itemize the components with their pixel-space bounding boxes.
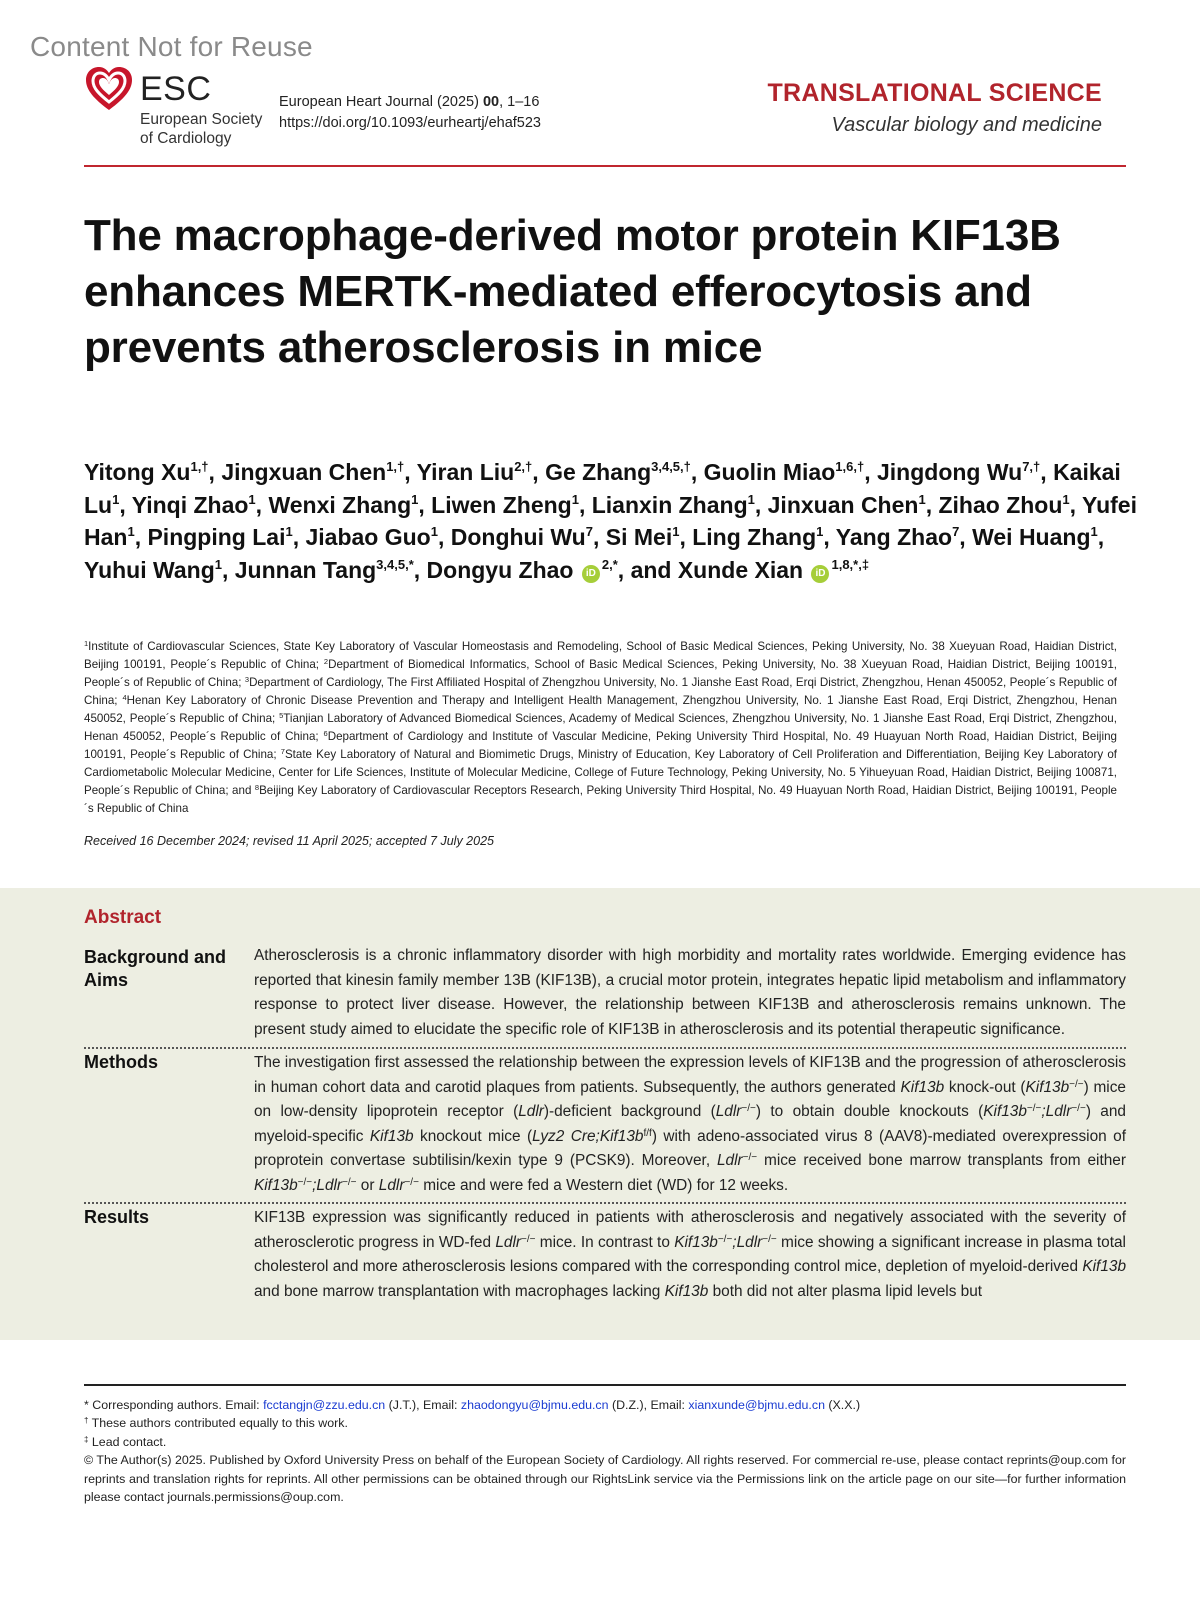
author-name: Si Mei [605,524,673,550]
corresponding-prefix: * Corresponding authors. Email: [84,1398,264,1412]
author-name: Pingping Lai [147,524,286,550]
italic-term: Kif13b [254,1176,298,1194]
journal-volume: 00 [482,94,500,110]
author-name: Jingdong Wu [876,459,1023,485]
author-name: Kaikai Lu [84,459,1121,518]
superscript-text: −/− [742,1152,758,1163]
text-run: mice showing a significant increase in plasma total cholesterol and more atherosclerosis lesions compared with the corresponding control mice, depletion of myeloid-derived [254,1233,1126,1275]
author-affiliation-marks: 1,† [190,459,209,474]
doi-link[interactable]: https://doi.org/10.1093/eurheartj/ehaf523 [279,115,541,131]
email-owner: (D.Z.), Email: [608,1398,689,1412]
text-run: The investigation first assessed the relationship between the expression levels of KIF13B and the progression of atherosclerosis in human cohort data and carotid plaques from patients. Subsequently, the authors generated [254,1054,1126,1096]
text-run: ) to obtain double knockouts ( [755,1103,984,1120]
journal-citation-prefix: European Heart Journal (2025) [279,94,483,110]
abstract-heading: Abstract [84,907,162,928]
watermark-text: Content Not for Reuse [30,31,313,62]
author-name: Donghui Wu [450,524,586,550]
section-label: TRANSLATIONAL SCIENCE [767,79,1102,107]
author-name: Wei Huang [972,524,1091,550]
email-link[interactable]: fcctangjn@zzu.edu.cn [263,1398,386,1412]
double-dagger-symbol: ‡ [84,1434,89,1444]
italic-term: ; [1041,1103,1046,1120]
author-name: Junnan Tang [234,556,377,583]
author-affiliation-marks: 2,* [601,556,618,572]
author-name: Jingxuan Chen [221,459,387,485]
text-run: mice. In contrast to [535,1233,675,1251]
text-run: mice received bone marrow transplants from either [757,1152,1126,1169]
author-name: Yinqi Zhao [131,491,249,518]
author-affiliation-marks: 1 [214,556,222,572]
author-affiliation-marks: 1 [1062,491,1070,507]
superscript-text: −/− [1026,1103,1042,1114]
author-affiliation-marks: 1 [918,491,926,507]
article-dates: Received 16 December 2024; revised 11 April 2025; accepted 7 July 2025 [84,834,494,848]
author-name: Xunde Xian [677,556,804,583]
text-run: KIF13B expression was significantly reduced in patients with atherosclerosis and negatively associated with the severity of atherosclerotic progress in WD-fed [254,1209,1126,1251]
author-list: Yitong $Xu^{1,\dagger}$, Jingxuan Chen$^{1,\dagger}$, Yiran Liu$^{2,\dagger}$, Ge Zhang$^{3,4,5,\dagger}$, Guolin Miao$^{1,6,\dagger}$, Jingdong $Wu^{7,\dagger}$, Kaikai Lu$^1$, Yinqi Zhao$^1$, Wenxi Zhang$^1$, Liwen Zheng$^1$, Lianxin Zhang$^1$, Jinxuan Chen$^1$, Zihao Zhou$^1$, Yufei Han$^1$, Pingping Lai$^1$, Jiabao Guo$^1$, Donghui Wu$^7$, Si Mei$^1$, Ling Zhang$^1$, Yang Zhao$^7$, Wei Huang$^1$, Yuhui Wang$^1$, Junnan Tang$^{3,4,5,*}$, Dongyu Zhao $iD^{2,*}$, and Xunde Xian $iD^{1,8,*,\ddagger}$ [84,459,1137,583]
affiliations [84,638,1117,818]
author-affiliation-marks: 1 [248,491,256,507]
italic-term: Ldlr [716,1152,743,1169]
author-name: Yuhui Wang [84,556,215,583]
affiliation-text: Beijing Key Laboratory of Cardiovascular Receptors Research, Peking University Third Hospital, No. 49 Huayuan North Road, Haidian District, Beijing 100191, People´s Republic of China [84,784,1117,815]
footnotes [84,1396,1126,1506]
affiliation-number: 7 [280,747,285,756]
orcid-icon[interactable]: iD [811,565,829,583]
author-affiliation-marks: 3,4,5,† [651,459,691,474]
superscript-text: −/− [404,1176,419,1188]
affiliation-text: Department of Cardiology and Institute of Vascular Medicine, Peking University Third Hospital, No. 49 Huayuan North Road, Haidian District, Beijing 100191, People´s Republic of China; [84,730,1117,761]
superscript-text: −/− [342,1176,357,1188]
author-name: Ge Zhang [545,459,652,485]
text-run: knockout mice ( [413,1127,533,1145]
affiliation-text: Henan Key Laboratory of Chronic Disease Prevention and Therapy and Intelligent Health Management, Zhengzhou University, No. 1 Jianshe East Road, Erqi District, Zhengzhou, Henan 450052, People´s Republic of China; [84,694,1117,725]
copyright-notice: © The Author(s) 2025. Published by Oxford University Press on behalf of the European Society of Cardiology. All rights reserved. For commercial re-use, please contact reprints@oup.com for reprints and translation rights for reprints. All other permissions can be obtained through our RightsLink service via the Permissions link on the article page on our site—for further information please contact journals.permissions@oup.com. [84,1453,1126,1505]
equal-contribution-note [84,1414,1126,1432]
corresponding-authors-note [84,1396,1126,1414]
affiliation-number: 2 [323,657,329,666]
header-divider [84,165,1126,167]
affiliation-text: Tianjian Laboratory of Advanced Biomedical Sciences, Academy of Medical Sciences, Zhengzhou University, No. 1 Jianshe East Road, Erqi District, Zhengzhou, Henan 450052, People´s Republic of China; [84,712,1117,743]
orcid-icon[interactable]: iD [582,565,600,583]
text-run: Atherosclerosis is a chronic inflammatory disorder with high morbidity and mortality rates worldwide. Emerging evidence has reported that kinesin family member 13B (KIF13B), a crucial motor protein, integrates hepatic lipid metabolism and inflammatory response to protect liver disease. However, the relationship between KIF13B and atherosclerosis remains unknown. The present study aimed to elucidate the specific role of KIF13B in atherosclerosis and its potential therapeutic significance. [254,947,1126,1038]
author-name: Yiran Liu [416,459,515,485]
affiliation-number: 8 [254,783,260,792]
abstract-text-methods [254,1051,1126,1198]
italic-term: Kif13b [674,1233,718,1251]
author-affiliation-marks: 1 [747,491,755,507]
dagger-symbol: † [84,1416,89,1426]
superscript-text: −/− [1071,1103,1086,1114]
superscript-text: f/f [643,1127,652,1139]
journal-pages: , 1–16 [499,94,540,110]
author-name: Wenxi Zhang [268,491,412,518]
lead-contact-text: Lead contact. [91,1434,167,1449]
text-run: both did not alter plasma lipid levels but [708,1282,983,1300]
author-name: Zihao Zhou [938,491,1063,518]
italic-term: Ldlr [378,1176,405,1194]
equal-contribution-text: These authors contributed equally to this work. [91,1416,348,1431]
author-affiliation-marks: 1 [285,524,293,539]
superscript-text: −/− [741,1103,756,1114]
author-affiliation-marks: 7,† [1022,459,1041,474]
text-run: )-deficient background ( [543,1103,716,1120]
text-run: ) and myeloid-specific [254,1103,1126,1145]
italic-term: Kif13b [983,1103,1027,1120]
superscript-text: −/− [717,1233,733,1245]
italic-term: Lyz2 Cre;Kif13b [532,1127,644,1145]
author-affiliation-marks: 1 [112,491,120,507]
logo-name-line2: of Cardiology [140,130,232,147]
text-run: ) with adeno-associated virus 8 (AAV8)-mediated overexpression of proprotein convertase subtilisin/kexin type 9 (PCSK9). Moreover, [254,1127,1126,1169]
author-name: Yufei Han [84,491,1137,550]
text-run: mice and were fed a Western diet (WD) for 12 weeks. [418,1176,789,1194]
author-affiliation-marks: 7 [585,524,593,539]
author-name: Yang Zhao [835,524,953,550]
subsection-label: Vascular biology and medicine [831,114,1102,136]
article-title: The macrophage-derived motor protein KIF13B enhances MERTK-mediated efferocytosis and prevents atherosclerosis in mice [84,211,1061,372]
abstract-label-methods: Methods [84,1052,158,1072]
italic-term: ; [312,1176,317,1194]
email-owner: (X.X.) [824,1398,861,1412]
author-affiliation-marks: 1,† [386,459,405,474]
superscript-text: −/− [1069,1078,1084,1090]
author-affiliation-marks: 3,4,5,* [376,556,414,572]
author-name: Dongyu Zhao [426,556,574,583]
author-name: Jiabao Guo [305,524,431,550]
author-name: Ling Zhang [692,524,817,550]
author-affiliation-marks: 1 [1090,524,1098,539]
abstract-text-results [254,1206,1126,1304]
superscript-text: −/− [762,1233,777,1245]
italic-term: Ldlr [518,1103,544,1120]
author-name: Guolin Miao [703,459,836,485]
affiliation-text: Department of Cardiology, The First Affiliated Hospital of Zhengzhou University, No. 1 Jianshe East Road, Erqi District, Zhengzhou, Henan 450052, People´s Republic of China; [84,676,1117,707]
author-affiliation-marks: 1 [571,491,579,507]
affiliation-number: 4 [122,693,127,702]
email-link[interactable]: xianxunde@bjmu.edu.cn [688,1398,825,1412]
italic-term: Kif13b [1082,1258,1126,1275]
affiliation-number: 6 [323,729,328,738]
italic-term: Kif13b [369,1127,414,1145]
author-affiliation-marks: 2,† [514,459,533,474]
italic-term: ; [732,1233,737,1251]
superscript-text: −/− [521,1233,536,1245]
affiliation-text: Institute of Cardiovascular Sciences, State Key Laboratory of Vascular Homeostasis and Remodeling, School of Basic Medical Sciences, Peking University, No. 38 Xueyuan Road, Haidian District, Beijing 100191, People´s Republic of China; [84,640,1117,671]
affiliation-text: State Key Laboratory of Natural and Biomimetic Drugs, Ministry of Education, Key Laboratory of Cell Proliferation and Differentiation, Beijing Key Laboratory of Cardiometabolic Molecular Medicine, Center for Life Sciences, Institute of Molecular Medicine, College of Future Technology, Peking University, No. 5 Yihueyuan Road, Haidian District, Beijing 100871, People´s Republic of China; and [84,748,1117,797]
affiliation-number: 1 [84,639,89,648]
footer-divider [84,1384,1126,1386]
italic-term: Ldlr [316,1176,343,1194]
heart-logo-icon [84,66,134,112]
author-name: Liwen Zheng [431,491,572,518]
italic-term: Ldlr [736,1233,763,1251]
abstract-divider [84,1202,1126,1204]
email-link[interactable]: zhaodongyu@bjmu.edu.cn [460,1398,609,1412]
logo-abbreviation: ESC [140,70,212,108]
author-name: Jinxuan Chen [767,491,919,518]
affiliation-number: 3 [244,675,250,684]
lead-contact-note [84,1433,1126,1451]
italic-term: Ldlr [495,1233,521,1251]
italic-term: Ldlr [715,1103,742,1120]
author-affiliation-marks: 1 [816,524,824,539]
email-owner: (J.T.), Email: [385,1398,461,1412]
author-affiliation-marks: 1 [127,524,135,539]
abstract-label-background: Background and Aims [84,947,227,990]
text-run: knock-out ( [944,1078,1026,1096]
author-affiliation-marks: 1 [411,491,419,507]
author-affiliation-marks: 1,6,† [835,459,865,474]
affiliation-text: Department of Biomedical Informatics, School of Basic Medical Sciences, Peking University, No. 38 Xueyuan Road, Haidian District, Beijing 100191, People´s of Republic of China; [84,658,1118,689]
superscript-text: −/− [297,1176,313,1188]
author-affiliation-marks: 1 [430,524,438,539]
affiliation-number: 5 [279,711,284,720]
italic-term: Kif13b [1025,1078,1070,1096]
abstract-text-background [254,944,1126,1042]
logo-name-line1: European Society [140,111,263,128]
italic-term: Ldlr [1045,1103,1072,1120]
author-affiliation-marks: 1,8,*,‡ [831,556,870,572]
text-run: or [356,1176,379,1194]
text-run: and bone marrow transplantation with macrophages lacking [254,1282,665,1300]
text-run: ) mice on low-density lipoprotein receptor ( [254,1078,1126,1120]
italic-term: Kif13b [664,1282,709,1300]
journal-info [279,92,541,134]
author-affiliation-marks: 7 [952,524,960,539]
abstract-label-results: Results [84,1207,150,1227]
author-affiliation-marks: 1 [672,524,680,539]
italic-term: Kif13b [900,1078,945,1096]
logo-organization-name [140,110,262,148]
author-name: Yitong Xu [84,459,191,485]
abstract-divider [84,1047,1126,1049]
author-name: Lianxin Zhang [591,491,748,518]
journal-citation [279,92,541,113]
email-list [263,1398,860,1412]
